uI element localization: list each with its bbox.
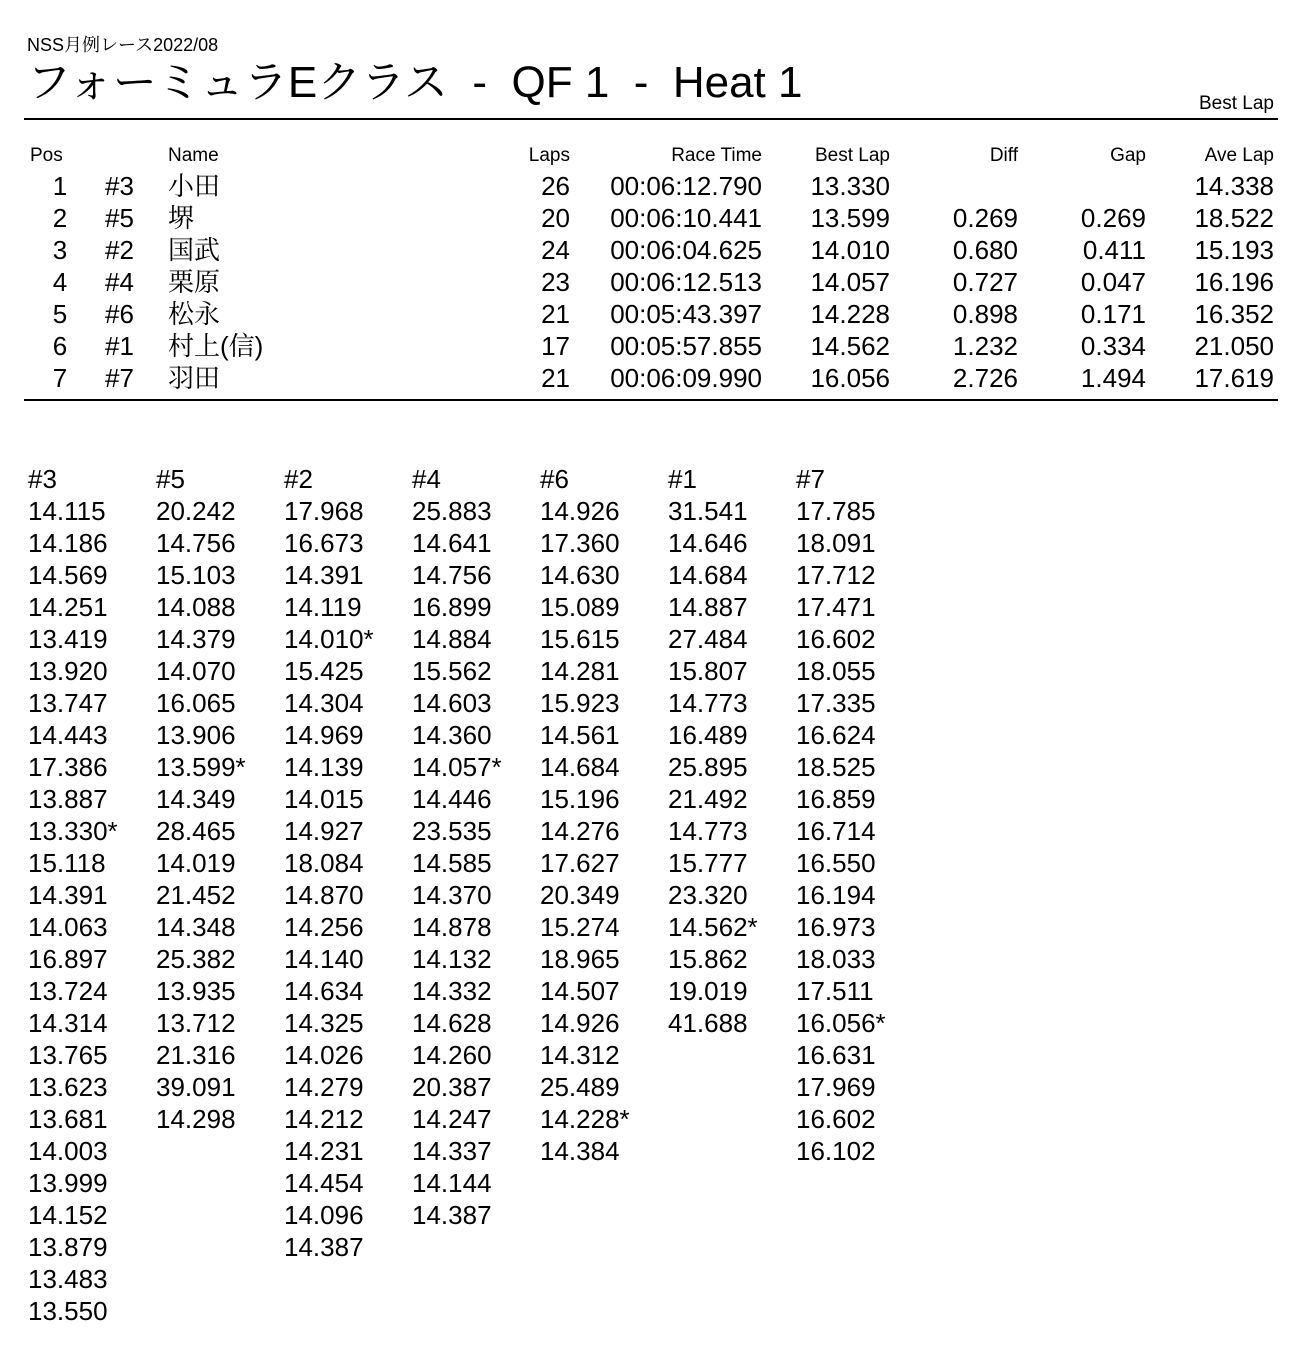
table-row [0,202,1302,234]
lap-time: 16.859 [796,784,876,814]
lap-time: 14.298 [156,1104,236,1134]
lap-time: 13.599* [156,752,246,782]
lap-time: 14.337 [412,1136,492,1166]
lap-time: 16.489 [668,720,748,750]
lap-time: 13.935 [156,976,236,1006]
lap-time: 16.602 [796,624,876,654]
col-header-gap: Gap [1110,145,1146,166]
driver-name-cell: 村上(信) [168,331,264,361]
lap-time: 23.535 [412,816,492,846]
lap-time: 14.281 [540,656,620,686]
lap-time: 14.569 [28,560,108,590]
lap-time: 16.056* [796,1008,886,1038]
lap-time: 14.057* [412,752,502,782]
laps-cell: 17 [541,331,570,361]
gap-cell: 0.269 [1080,203,1146,233]
gap-cell: 0.047 [1080,267,1146,297]
lap-time: 13.765 [28,1040,108,1070]
lap-time: 14.646 [668,528,748,558]
best-lap-cell: 13.330 [810,171,890,201]
ave-lap-cell: 14.338 [1194,171,1274,201]
driver-name-cell: 栗原 [168,267,221,297]
driver-name-cell: 国武 [168,235,221,265]
lap-time: 14.088 [156,592,236,622]
lap-time: 14.773 [668,688,748,718]
lap-time: 15.089 [540,592,620,622]
lap-time: 14.387 [412,1200,492,1230]
driver-name-cell: 小田 [168,171,221,201]
lap-column [284,463,412,1263]
lap-time: 14.630 [540,560,620,590]
lap-time: 14.684 [668,560,748,590]
car-number-cell: #3 [105,171,134,201]
best-lap-tag: Best Lap [1199,93,1274,114]
lap-column [28,463,156,1327]
lap-time: 13.747 [28,688,108,718]
col-header-ave-lap: Ave Lap [1204,145,1274,166]
lap-column [412,463,540,1231]
lap-time: 13.681 [28,1104,108,1134]
lap-time: 14.312 [540,1040,620,1070]
best-lap-cell: 16.056 [810,363,890,393]
lap-time: 17.335 [796,688,876,718]
lap-time: 14.628 [412,1008,492,1038]
ave-lap-cell: 16.352 [1194,299,1274,329]
lap-time: 19.019 [668,976,748,1006]
lap-time: 15.807 [668,656,748,686]
race-time-cell: 00:05:43.397 [610,299,762,329]
lap-time: 16.899 [412,592,492,622]
lap-time: 14.562* [668,912,758,942]
lap-time: 14.247 [412,1104,492,1134]
car-number-cell: #2 [105,235,134,265]
lap-column-header: #4 [412,464,441,494]
lap-time: 14.756 [156,528,236,558]
lap-time: 14.228* [540,1104,630,1134]
lap-time: 14.070 [156,656,236,686]
lap-time: 21.452 [156,880,236,910]
lap-time: 17.627 [540,848,620,878]
lap-time: 15.118 [28,848,106,878]
lap-time: 15.196 [540,784,620,814]
lap-time: 25.489 [540,1072,620,1102]
lap-time: 14.379 [156,624,236,654]
laps-cell: 26 [541,171,570,201]
page-title: フォーミュラEクラス - QF 1 - Heat 1 [27,58,803,107]
ave-lap-cell: 16.196 [1194,267,1274,297]
lap-time: 14.391 [28,880,108,910]
best-lap-cell: 14.010 [810,235,890,265]
laps-cell: 23 [541,267,570,297]
col-header-best-lap: Best Lap [815,145,890,166]
pos-cell: 1 [52,171,68,201]
lap-time: 14.384 [540,1136,620,1166]
lap-time: 14.260 [412,1040,492,1070]
lap-time: 13.330* [28,816,118,846]
lap-time: 14.096 [284,1200,364,1230]
lap-time: 16.631 [796,1040,876,1070]
lap-time: 21.492 [668,784,748,814]
laps-cell: 20 [541,203,570,233]
lap-time: 16.065 [156,688,236,718]
lap-time: 14.139 [284,752,364,782]
lap-time: 14.870 [284,880,364,910]
lap-time: 14.348 [156,912,236,942]
lap-time: 14.231 [284,1136,364,1166]
results-header-row [0,142,1302,170]
race-time-cell: 00:06:12.790 [610,171,762,201]
lap-column-header: #7 [796,464,825,494]
diff-cell: 0.727 [952,267,1018,297]
race-time-cell: 00:05:57.855 [610,331,762,361]
lap-time: 14.926 [540,496,620,526]
lap-time: 14.212 [284,1104,364,1134]
lap-time: 41.688 [668,1008,748,1038]
lap-time: 14.387 [284,1232,364,1262]
lap-time: 17.386 [28,752,108,782]
lap-time: 17.785 [796,496,876,526]
lap-time: 14.585 [412,848,492,878]
lap-time: 14.132 [412,944,492,974]
lap-time: 14.144 [412,1168,492,1198]
lap-time: 27.484 [668,624,748,654]
diff-cell: 1.232 [952,331,1018,361]
lap-time: 14.926 [540,1008,620,1038]
lap-time: 14.276 [540,816,620,846]
lap-time: 20.387 [412,1072,492,1102]
lap-time: 14.256 [284,912,364,942]
lap-time: 14.314 [28,1008,108,1038]
lap-time: 15.862 [668,944,748,974]
lap-time: 14.773 [668,816,748,846]
lap-column-header: #3 [28,464,57,494]
car-number-cell: #7 [105,363,134,393]
gap-cell: 1.494 [1080,363,1146,393]
lap-time: 25.883 [412,496,492,526]
lap-time: 14.140 [284,944,364,974]
table-row [0,170,1302,202]
best-lap-cell: 13.599 [810,203,890,233]
lap-time: 16.624 [796,720,876,750]
table-row [0,266,1302,298]
lap-time: 14.884 [412,624,492,654]
lap-time: 16.973 [796,912,876,942]
pos-cell: 7 [52,363,68,393]
lap-time: 31.541 [668,496,748,526]
lap-column-header: #1 [668,464,697,494]
lap-time: 39.091 [156,1072,236,1102]
lap-time: 14.019 [156,848,236,878]
lap-time: 13.419 [28,624,108,654]
race-time-cell: 00:06:12.513 [610,267,762,297]
lap-time: 18.084 [284,848,364,878]
lap-time: 14.561 [540,720,620,750]
lap-time: 14.251 [28,592,108,622]
lap-time: 14.279 [284,1072,364,1102]
lap-column [156,463,284,1135]
lap-time: 16.602 [796,1104,876,1134]
lap-time: 13.483 [28,1264,108,1294]
lap-time: 14.370 [412,880,492,910]
lap-time: 18.033 [796,944,876,974]
lap-time: 15.425 [284,656,364,686]
lap-time: 18.525 [796,752,876,782]
lap-time: 14.969 [284,720,364,750]
bottom-divider [24,399,1278,401]
col-header-name: Name [168,145,219,166]
lap-column [796,463,924,1167]
lap-time: 25.382 [156,944,236,974]
lap-time: 16.194 [796,880,876,910]
lap-time: 17.968 [284,496,364,526]
lap-time: 14.507 [540,976,620,1006]
lap-time: 14.026 [284,1040,364,1070]
lap-time: 13.906 [156,720,236,750]
lap-time: 15.615 [540,624,620,654]
lap-column-header: #5 [156,464,185,494]
ave-lap-cell: 15.193 [1194,235,1274,265]
lap-time: 13.550 [28,1296,108,1326]
driver-name-cell: 羽田 [168,363,221,393]
top-divider [24,118,1278,120]
gap-cell: 0.171 [1080,299,1146,329]
lap-time: 14.443 [28,720,108,750]
pos-cell: 4 [52,267,68,297]
laps-cell: 24 [541,235,570,265]
lap-time: 14.446 [412,784,492,814]
lap-time: 20.242 [156,496,236,526]
lap-time: 14.360 [412,720,492,750]
gap-cell: 0.411 [1082,235,1146,265]
lap-time: 14.641 [412,528,492,558]
race-time-cell: 00:06:10.441 [610,203,762,233]
lap-time: 16.714 [796,816,876,846]
lap-time: 23.320 [668,880,748,910]
lap-time: 14.332 [412,976,492,1006]
col-header-race-time: Race Time [671,145,762,166]
lap-time: 14.927 [284,816,364,846]
lap-time: 14.325 [284,1008,364,1038]
lap-time: 16.673 [284,528,364,558]
lap-column-header: #6 [540,464,569,494]
lap-time: 18.091 [796,528,876,558]
col-header-laps: Laps [528,145,570,166]
driver-name-cell: 堺 [168,203,195,233]
lap-time: 14.349 [156,784,236,814]
table-row [0,234,1302,266]
diff-cell: 2.726 [952,363,1018,393]
lap-time: 13.920 [28,656,108,686]
table-row [0,330,1302,362]
results-table [0,142,1302,394]
lap-time: 25.895 [668,752,748,782]
race-time-cell: 00:06:04.625 [610,235,762,265]
lap-time: 13.879 [28,1232,108,1262]
pos-cell: 6 [52,331,68,361]
best-lap-cell: 14.057 [810,267,890,297]
lap-time: 14.119 [284,592,362,622]
ave-lap-cell: 18.522 [1194,203,1274,233]
ave-lap-cell: 21.050 [1194,331,1274,361]
car-number-cell: #5 [105,203,134,233]
lap-time: 14.304 [284,688,364,718]
driver-name-cell: 松永 [168,299,221,329]
ave-lap-cell: 17.619 [1194,363,1274,393]
diff-cell: 0.680 [952,235,1018,265]
lap-time: 13.999 [28,1168,108,1198]
lap-time: 15.103 [156,560,236,590]
best-lap-cell: 14.562 [810,331,890,361]
gap-cell: 0.334 [1080,331,1146,361]
car-number-cell: #1 [105,331,134,361]
lap-time: 14.634 [284,976,364,1006]
lap-time: 14.010* [284,624,374,654]
event-subtitle: NSS月例レース2022/08 [27,35,219,55]
lap-time: 14.063 [28,912,108,942]
lap-time: 14.015 [284,784,364,814]
pos-cell: 3 [52,235,68,265]
lap-time: 16.102 [796,1136,876,1166]
lap-time: 14.152 [28,1200,108,1230]
lap-time: 18.055 [796,656,876,686]
lap-time: 15.562 [412,656,492,686]
lap-time: 14.684 [540,752,620,782]
lap-time: 13.623 [28,1072,108,1102]
diff-cell: 0.269 [952,203,1018,233]
diff-cell: 0.898 [952,299,1018,329]
lap-time: 16.550 [796,848,876,878]
lap-time: 15.923 [540,688,620,718]
pos-cell: 5 [52,299,68,329]
col-header-pos: Pos [30,145,63,166]
car-number-cell: #4 [105,267,134,297]
col-header-diff: Diff [989,145,1018,166]
lap-time: 28.465 [156,816,236,846]
lap-time: 15.274 [540,912,620,942]
laps-cell: 21 [541,363,570,393]
lap-time: 15.777 [668,848,748,878]
lap-time: 17.511 [796,976,874,1006]
lap-time: 14.603 [412,688,492,718]
pos-cell: 2 [52,203,68,233]
lap-time: 20.349 [540,880,620,910]
lap-time: 17.969 [796,1072,876,1102]
lap-column [668,463,796,1039]
lap-time: 17.471 [796,592,876,622]
lap-time: 14.454 [284,1168,364,1198]
best-lap-cell: 14.228 [810,299,890,329]
race-time-cell: 00:06:09.990 [610,363,762,393]
laps-cell: 21 [541,299,570,329]
lap-time: 14.115 [28,496,106,526]
lap-time: 14.391 [284,560,364,590]
table-row [0,298,1302,330]
table-row [0,362,1302,394]
lap-column [540,463,668,1167]
lap-time: 17.360 [540,528,620,558]
lap-time: 18.965 [540,944,620,974]
lap-time: 14.756 [412,560,492,590]
lap-time: 16.897 [28,944,108,974]
lap-time: 13.887 [28,784,108,814]
lap-time: 13.724 [28,976,108,1006]
lap-time: 17.712 [796,560,876,590]
lap-time: 14.887 [668,592,748,622]
lap-time: 14.186 [28,528,108,558]
lap-time: 13.712 [156,1008,236,1038]
car-number-cell: #6 [105,299,134,329]
lap-time: 14.878 [412,912,492,942]
lap-time: 21.316 [156,1040,236,1070]
lap-time: 14.003 [28,1136,108,1166]
lap-column-header: #2 [284,464,313,494]
